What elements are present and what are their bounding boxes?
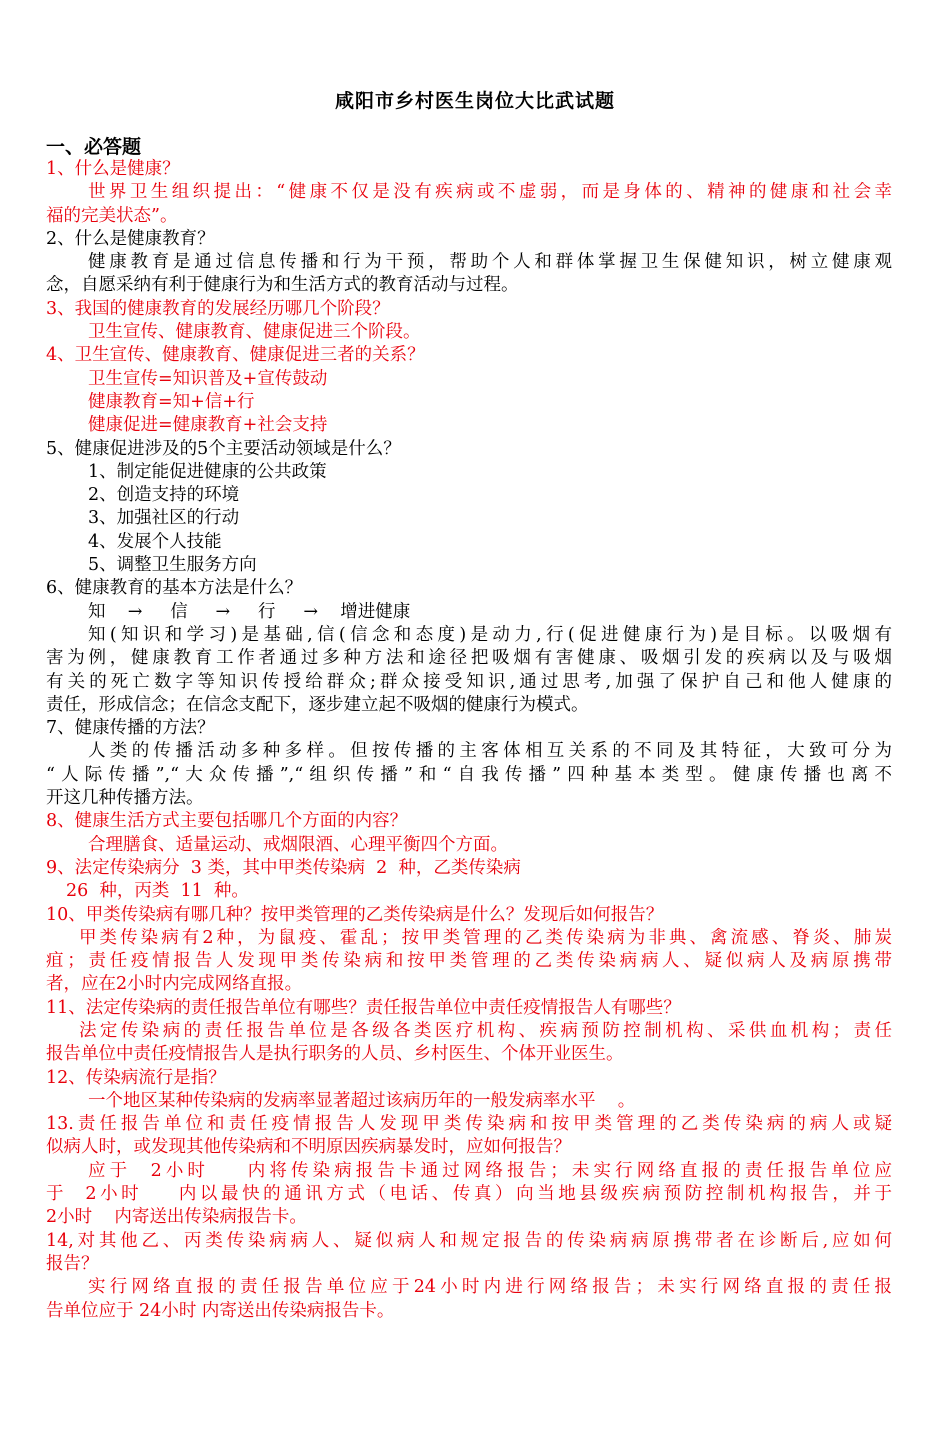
answer-line: 3、加强社区的行动 (88, 508, 240, 529)
answer-line: 1、制定能促进健康的公共政策 (88, 461, 327, 482)
answer-line: 应于 2小时 内将传染病报告卡通过网络报告；未实行网络直报的责任报告单位应 (88, 1160, 892, 1181)
answer-line: 有关的死亡数字等知识传授给群众;群众接受知识,通过思考,加强了保护自己和他人健康的 (46, 671, 892, 692)
document-title: 咸阳市乡村医生岗位大比武试题 (334, 90, 615, 112)
answer-line: 2小时 内寄送出传染病报告卡。 (46, 1207, 307, 1228)
answer-line: 世界卫生组织提出：“健康不仅是没有疾病或不虚弱，而是身体的、精神的健康和社会幸 (88, 182, 892, 203)
answer-line: 健康教育=知+信+行 (88, 391, 255, 412)
answer-line: 知(知识和学习)是基础,信(信念和态度)是动力,行(促进健康行为)是目标。以吸烟有 (88, 624, 892, 645)
question-4: 4、卫生宣传、健康教育、健康促进三者的关系？ (46, 345, 425, 366)
question-13: 13.责任报告单位和责任疫情报告人发现甲类传染病和按甲类管理的乙类传染病的病人或疑 (46, 1114, 892, 1135)
answer-line: 卫生宣传=知识普及+宣传鼓动 (88, 368, 328, 389)
answer-line: 卫生宣传、健康教育、健康促进三个阶段。 (88, 322, 421, 343)
question-3: 3、我国的健康教育的发展经历哪几个阶段？ (46, 298, 390, 319)
question-14: 14,对其他乙、丙类传染病病人、疑似病人和规定报告的传染病病原携带者在诊断后,应如何 (46, 1230, 892, 1251)
question-8: 8、健康生活方式主要包括哪几个方面的内容？ (46, 811, 408, 832)
answer-line: 于 2小时 内以最快的通讯方式（电话、传真）向当地县级疾病预防控制机构报告，并于 (46, 1184, 892, 1205)
answer-line: 疽；责任疫情报告人发现甲类传染病和按甲类管理的乙类传染病病人、疑似病人及病原携带 (46, 951, 892, 972)
answer-line: “人际传播”,“大众传播”,“组织传播”和“自我传播”四种基本类型。健康传播也离不 (46, 764, 892, 785)
question-list (46, 158, 892, 1323)
answer-line: 甲类传染病有2种，为鼠疫、霍乱；按甲类管理的乙类传染病为非典、禽流感、脊炎、肺炭 (79, 927, 892, 948)
question-9: 9、法定传染病分 3 类，其中甲类传染病 2 种，乙类传染病 (46, 857, 521, 878)
answer-line: 念，自愿采纳有利于健康行为和生活方式的教育活动与过程。 (46, 275, 519, 296)
answer-line: 实行网络直报的责任报告单位应于24小时内进行网络报告；未实行网络直报的责任报 (88, 1277, 892, 1298)
answer-line: 一个地区某种传染病的发病率显著超过该病历年的一般发病率水平 。 (88, 1090, 636, 1111)
answer-line: 者，应在2小时内完成网络直报。 (46, 974, 303, 995)
question-13-cont: 似病人时，或发现其他传染病和不明原因疾病暴发时，应如何报告？ (46, 1137, 571, 1158)
answer-line: 26 种，丙类 11 种。 (66, 881, 249, 902)
answer-line: 报告单位中责任疫情报告人是执行职务的人员、乡村医生、个体开业医生。 (46, 1044, 624, 1065)
question-12: 12、传染病流行是指？ (46, 1067, 226, 1088)
answer-line: 健康教育是通过信息传播和行为干预，帮助个人和群体掌握卫生保健知识，树立健康观 (88, 252, 892, 273)
answer-line: 害为例，健康教育工作者通过多种方法和途径把吸烟有害健康、吸烟引发的疾病以及与吸烟 (46, 648, 892, 669)
answer-line: 2、创造支持的环境 (88, 485, 240, 506)
question-6: 6、健康教育的基本方法是什么？ (46, 578, 303, 599)
question-1: 1、什么是健康？ (46, 159, 180, 179)
answer-line: 法定传染病的责任报告单位是各级各类医疗机构、疾病预防控制机构、采供血机构；责任 (79, 1020, 892, 1041)
answer-line: 福的完美状态”。 (46, 205, 178, 226)
answer-line: 合理膳食、适量运动、戒烟限酒、心理平衡四个方面。 (88, 834, 508, 855)
answer-line: 告单位应于 24小时 内寄送出传染病报告卡。 (46, 1300, 395, 1321)
answer-line: 开这几种传播方法。 (46, 788, 204, 809)
question-10: 10、甲类传染病有哪几种？按甲类管理的乙类传染病是什么？发现后如何报告？ (46, 904, 664, 925)
question-14-cont: 报告？ (46, 1253, 99, 1274)
answer-line: 4、发展个人技能 (88, 531, 222, 552)
question-7: 7、健康传播的方法？ (46, 718, 215, 739)
question-2: 2、什么是健康教育？ (46, 228, 215, 249)
answer-line: 责任，形成信念；在信念支配下，逐步建立起不吸烟的健康行为模式。 (46, 694, 589, 715)
question-11: 11、法定传染病的责任报告单位有哪些？责任报告单位中责任疫情报告人有哪些？ (46, 997, 681, 1018)
section-heading: 一、必答题 (46, 136, 142, 158)
answer-line: 知 → 信 → 行 → 增进健康 (88, 601, 411, 622)
answer-line: 人类的传播活动多种多样。但按传播的主客体相互关系的不同及其特征，大致可分为 (88, 741, 892, 762)
answer-line: 健康促进=健康教育+社会支持 (88, 415, 328, 436)
question-5: 5、健康促进涉及的5个主要活动领域是什么？ (46, 438, 401, 459)
answer-line: 5、调整卫生服务方向 (88, 555, 257, 576)
